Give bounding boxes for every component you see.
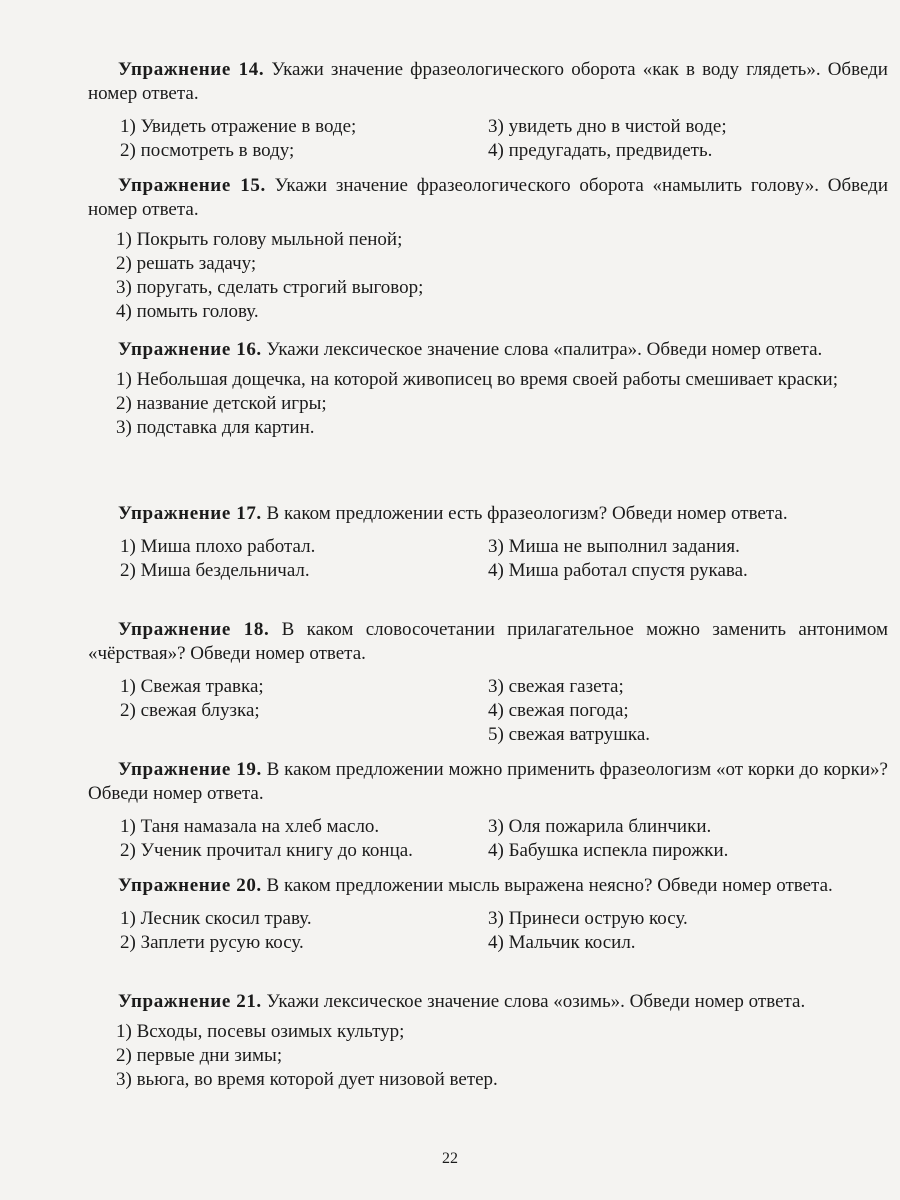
answer-option-2[interactable]: 2) решать задачу; [116,253,257,274]
exercise-text: В каком предложении можно применить фразеологизм «от корки до корки»? Обведи номер ответа. [88,759,888,804]
exercise-label: Упражнение 16. [118,339,262,360]
answer-option-1[interactable]: 1) Таня намазала на хлеб масло. [120,816,380,837]
answer-options [88,115,888,163]
answer-options [88,535,888,583]
exercise-question [88,874,888,898]
answer-option-4[interactable]: 4) Миша работал спустя рукава. [488,560,748,581]
exercise-label: Упражнение 15. [118,175,266,196]
exercise-text: Укажи значение фразеологического оборота «как в воду глядеть». Обведи номер ответа. [88,59,888,104]
answer-option-3[interactable]: 3) вьюга, во время которой дует низовой ветер. [116,1069,498,1090]
answer-option-4[interactable]: 4) помыть голову. [116,301,259,322]
exercise-label: Упражнение 19. [118,759,262,780]
exercise-text: В каком словосочетании прилагательное можно заменить антонимом «чёрствая»? Обведи номер ответа. [88,619,888,664]
exercise-label: Упражнение 14. [118,59,265,80]
exercise-question [88,758,888,806]
answer-option-1[interactable]: 1) Миша плохо работал. [120,536,316,557]
answer-option-3[interactable]: 3) свежая газета; [488,676,624,697]
exercise-text: Укажи лексическое значение слова «озимь». Обведи номер ответа. [261,991,806,1012]
answer-option-4[interactable]: 4) Мальчик косил. [488,932,636,953]
exercise-question [88,618,888,666]
exercise-question [88,990,888,1014]
exercise-20 [88,874,888,955]
answer-option-1[interactable]: 1) Увидеть отражение в воде; [120,116,357,137]
answer-options [88,228,888,324]
answer-option-2[interactable]: 2) Ученик прочитал книгу до конца. [120,840,413,861]
exercise-14 [88,58,888,163]
answer-option-2[interactable]: 2) свежая блузка; [120,700,260,721]
answer-options [88,1020,888,1092]
exercise-label: Упражнение 17. [118,503,262,524]
answer-option-2[interactable]: 2) посмотреть в воду; [120,140,295,161]
answer-option-1[interactable]: 1) Всходы, посевы озимых культур; [116,1021,405,1042]
exercise-label: Упражнение 20. [118,875,262,896]
exercise-question [88,174,888,222]
answer-options [88,815,888,863]
answer-option-2[interactable]: 2) Заплети русую косу. [120,932,304,953]
exercise-label: Упражнение 21. [118,991,262,1012]
answer-options [88,675,888,747]
exercise-question [88,58,888,106]
answer-option-3[interactable]: 3) Оля пожарила блинчики. [488,816,712,837]
exercise-15 [88,174,888,324]
answer-options [88,907,888,955]
exercise-question [88,338,888,362]
exercise-19 [88,758,888,863]
exercise-text: Укажи лексическое значение слова «палитра». Обведи номер ответа. [261,339,823,360]
exercise-question [88,502,888,526]
answer-option-3[interactable]: 3) Принеси острую косу. [488,908,688,929]
answer-option-5[interactable]: 5) свежая ватрушка. [488,724,651,745]
answer-option-1[interactable]: 1) Покрыть голову мыльной пеной; [116,229,403,250]
exercise-text: В каком предложении есть фразеологизм? Обведи номер ответа. [261,503,788,524]
answer-option-2[interactable]: 2) первые дни зимы; [116,1045,283,1066]
answer-option-4[interactable]: 4) Бабушка испекла пирожки. [488,840,729,861]
answer-option-3[interactable]: 3) увидеть дно в чистой воде; [488,116,727,137]
answer-option-1[interactable]: 1) Лесник скосил траву. [120,908,312,929]
answer-option-2[interactable]: 2) название детской игры; [116,393,327,414]
answer-option-4[interactable]: 4) предугадать, предвидеть. [488,140,713,161]
exercise-text: Укажи значение фразеологического оборота «намылить голову». Обведи номер ответа. [88,175,888,220]
answer-option-4[interactable]: 4) свежая погода; [488,700,629,721]
answer-option-1[interactable]: 1) Свежая травка; [120,676,264,697]
exercise-text: В каком предложении мысль выражена неясно? Обведи номер ответа. [261,875,833,896]
exercise-17 [88,502,888,583]
exercise-18 [88,618,888,747]
exercise-label: Упражнение 18. [118,619,270,640]
answer-option-3[interactable]: 3) подставка для картин. [116,417,315,438]
answer-option-3[interactable]: 3) поругать, сделать строгий выговор; [116,277,424,298]
answer-option-1[interactable]: 1) Небольшая дощечка, на которой живописец во время своей работы смешивает краски; [116,369,838,390]
answer-option-2[interactable]: 2) Миша бездельничал. [120,560,310,581]
exercise-16 [88,338,888,440]
page-number: 22 [442,1150,458,1167]
exercise-21 [88,990,888,1092]
answer-option-3[interactable]: 3) Миша не выполнил задания. [488,536,740,557]
answer-options [88,368,888,440]
